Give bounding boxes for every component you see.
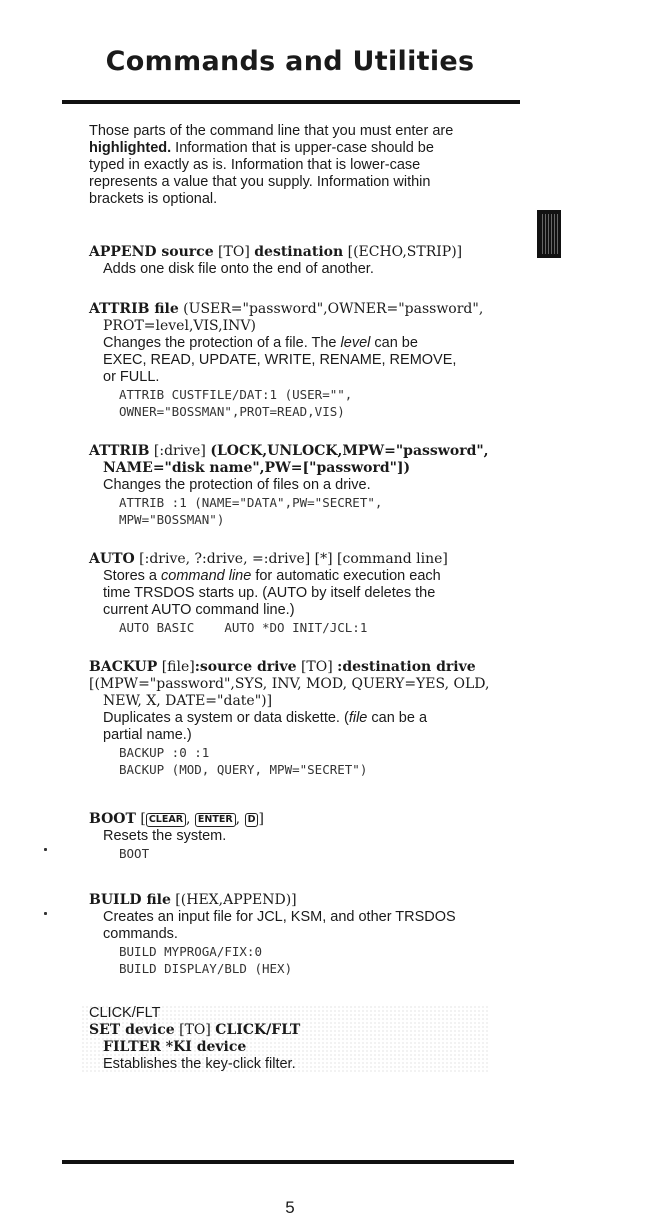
desc-text: can be [370, 335, 418, 351]
boot-description: Resets the system. [103, 828, 227, 844]
syntax-text: (USER="password",OWNER="password", [178, 301, 484, 317]
example-line: MPW="BOSSMAN") [119, 512, 225, 527]
build-description: Creates an input file for JCL, KSM, and other TRSDOS [103, 909, 456, 925]
desc-text: can be a [367, 710, 428, 726]
intro-line: brackets is optional. [89, 191, 218, 207]
attrib-file-description [89, 335, 519, 352]
example-line: ATTRIB CUSTFILE/DAT:1 (USER="", [119, 387, 353, 402]
set-syntax [89, 1022, 489, 1039]
build-syntax [89, 892, 519, 909]
desc-line: time TRSDOS starts up. (AUTO by itself deletes the [103, 585, 436, 601]
command-list [89, 123, 519, 1096]
bottom-rule [62, 1160, 514, 1164]
syntax-text: [TO] [213, 244, 255, 260]
entry-attrib-file [89, 301, 519, 420]
attrib-file-syntax [89, 301, 519, 318]
cmd-name: ATTRIB file [89, 301, 179, 317]
syntax-continuation: [(MPW="password",SYS, INV, MOD, QUERY=YES, OLD, [89, 676, 490, 692]
syntax-text: , [235, 811, 245, 827]
syntax-text: , [186, 811, 195, 827]
syntax-text: [TO] [174, 1022, 216, 1038]
margin-speck [44, 912, 47, 915]
attrib-drive-syntax [89, 443, 519, 460]
d-key-icon: D [245, 813, 259, 827]
page-title: Commands and Utilities [105, 46, 475, 77]
desc-line: current AUTO command line.) [103, 602, 295, 618]
cmd-name: BOOT [89, 811, 136, 827]
filter-syntax [89, 1039, 489, 1056]
example-line: BACKUP :0 :1 [119, 745, 210, 760]
syntax-continuation: NEW, X, DATE="date")] [103, 693, 273, 709]
cmd-name: BACKUP [89, 659, 158, 675]
auto-syntax [89, 551, 519, 568]
cmd-name: FILTER *KI device [103, 1039, 247, 1055]
example-line: AUTO BASIC AUTO *DO INIT/JCL:1 [119, 620, 368, 635]
cmd-name: APPEND source [89, 244, 214, 260]
margin-speck [44, 848, 47, 851]
syntax-bold: (LOCK,UNLOCK,MPW="password", [210, 443, 489, 459]
entry-auto [89, 551, 519, 636]
syntax-text: [ [135, 811, 146, 827]
boot-syntax [89, 811, 519, 828]
attrib-drive-description: Changes the protection of files on a drive. [103, 477, 371, 493]
top-rule [62, 100, 520, 104]
example-line: BUILD MYPROGA/FIX:0 [119, 944, 262, 959]
syntax-text: [TO] [296, 659, 338, 675]
example-line: OWNER="BOSSMAN",PROT=READ,VIS) [119, 404, 345, 419]
syntax-continuation: PROT=level,VIS,INV) [103, 318, 256, 334]
entry-build [89, 892, 519, 977]
desc-line: commands. [103, 926, 178, 942]
syntax-continuation [89, 460, 519, 477]
auto-description [89, 568, 519, 585]
syntax-text: ] [258, 811, 264, 827]
desc-line: EXEC, READ, UPDATE, WRITE, RENAME, REMOVE, [103, 352, 457, 368]
syntax-bold: :source drive [194, 659, 297, 675]
desc-text: for automatic execution each [251, 568, 441, 584]
entry-boot [89, 811, 519, 862]
clear-key-icon: CLEAR [146, 813, 186, 827]
desc-text: Stores a [103, 568, 162, 584]
example-line: BACKUP (MOD, QUERY, MPW="SECRET") [119, 762, 368, 777]
desc-text: Changes the protection of a file. The [103, 335, 341, 351]
backup-description [89, 710, 519, 727]
syntax-text: [:drive] [149, 443, 211, 459]
entry-backup [89, 659, 519, 778]
desc-emphasis: command line [161, 568, 252, 584]
cmd-name: ATTRIB [89, 443, 150, 459]
desc-text: Duplicates a system or data diskette. ( [103, 710, 349, 726]
desc-emphasis: level [340, 335, 371, 351]
enter-key-icon: ENTER [195, 813, 236, 827]
entry-clickflt [81, 1005, 489, 1073]
intro-line [89, 140, 519, 157]
intro-line: represents a value that you supply. Information within [89, 174, 431, 190]
desc-line: or FULL. [103, 369, 160, 385]
intro-text: Information that is upper-case should be [171, 140, 434, 156]
syntax-bold: CLICK/FLT [215, 1022, 301, 1038]
syntax-text: [(ECHO,STRIP)] [343, 244, 463, 260]
syntax-text: [:drive, ?:drive, =:drive] [*] [command line] [134, 551, 448, 567]
clickflt-heading: CLICK/FLT [89, 1005, 161, 1021]
intro-line: typed in exactly as is. Information that is lower-case [89, 157, 421, 173]
section-tab-marker [537, 210, 561, 258]
intro-paragraph [89, 123, 519, 208]
cmd-name: BUILD file [89, 892, 171, 908]
intro-line: Those parts of the command line that you must enter are [89, 123, 454, 139]
append-description: Adds one disk file onto the end of another. [103, 261, 374, 277]
example-line: BUILD DISPLAY/BLD (HEX) [119, 961, 293, 976]
desc-emphasis: file [348, 710, 368, 726]
syntax-bold: :destination drive [337, 659, 476, 675]
cmd-name: AUTO [89, 551, 135, 567]
entry-attrib-drive [89, 443, 519, 528]
syntax-text: [(HEX,APPEND)] [170, 892, 297, 908]
backup-syntax [89, 659, 519, 676]
entry-append [89, 244, 519, 278]
example-line: BOOT [119, 846, 150, 861]
desc-line: partial name.) [103, 727, 192, 743]
page-number: 5 [285, 1198, 295, 1217]
syntax-bold: NAME="disk name",PW=["password"]) [103, 460, 411, 476]
clickflt-description: Establishes the key-click filter. [103, 1056, 296, 1072]
cmd-name: SET device [89, 1022, 175, 1038]
example-line: ATTRIB :1 (NAME="DATA",PW="SECRET", [119, 495, 383, 510]
syntax-bold: destination [254, 244, 344, 260]
append-syntax [89, 244, 519, 261]
highlight-word: highlighted. [89, 140, 172, 156]
syntax-text: [file] [157, 659, 195, 675]
